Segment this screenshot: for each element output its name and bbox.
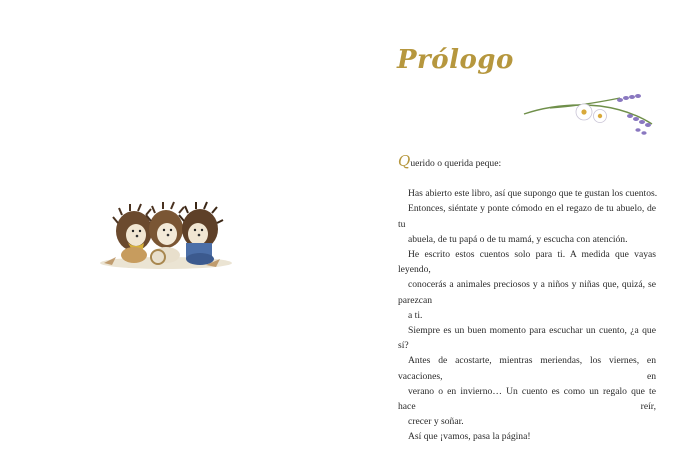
text-line: He escrito estos cuentos solo para ti. A medida que vayas leyendo, (398, 249, 656, 276)
text-line: Así que ¡vamos, pasa la página! (408, 431, 531, 443)
text-line: Entonces, siéntate y ponte cómodo en el regazo de tu abuelo, de tu (398, 203, 656, 230)
text-line: conocerás a animales preciosos y a niños y niñas que, quizá, se parezcan (398, 279, 656, 306)
paragraph (398, 323, 656, 429)
paragraph (398, 186, 656, 201)
salutation (398, 152, 656, 171)
hedgehogs-illustration (96, 193, 236, 273)
lavender-sprig-illustration (520, 92, 655, 140)
paragraph (398, 429, 656, 444)
text-line: Siempre es un buen momento para escuchar un cuento, ¿a que sí? (398, 325, 656, 352)
text-line: Has abierto este libro, así que supongo que te gustan los cuentos. (408, 188, 658, 200)
text-line: crecer y soñar. (408, 416, 464, 428)
text-line: abuela, de tu papá o de tu mamá, y escucha con atención. (408, 233, 628, 245)
salutation-text: uerido o querida peque: (410, 158, 502, 169)
page-title: Prólogo (397, 45, 514, 75)
prologue-text (398, 152, 658, 445)
salutation-initial: Q (398, 152, 411, 170)
text-line: a ti. (408, 309, 423, 321)
text-line: Antes de acostarte, mientras meriendas, los viernes, en vacaciones, en (398, 355, 656, 382)
paragraph (398, 201, 656, 247)
text-line: verano o en invierno… Un cuento es como un regalo que te hace reír, (398, 385, 656, 413)
paragraph (398, 247, 656, 323)
